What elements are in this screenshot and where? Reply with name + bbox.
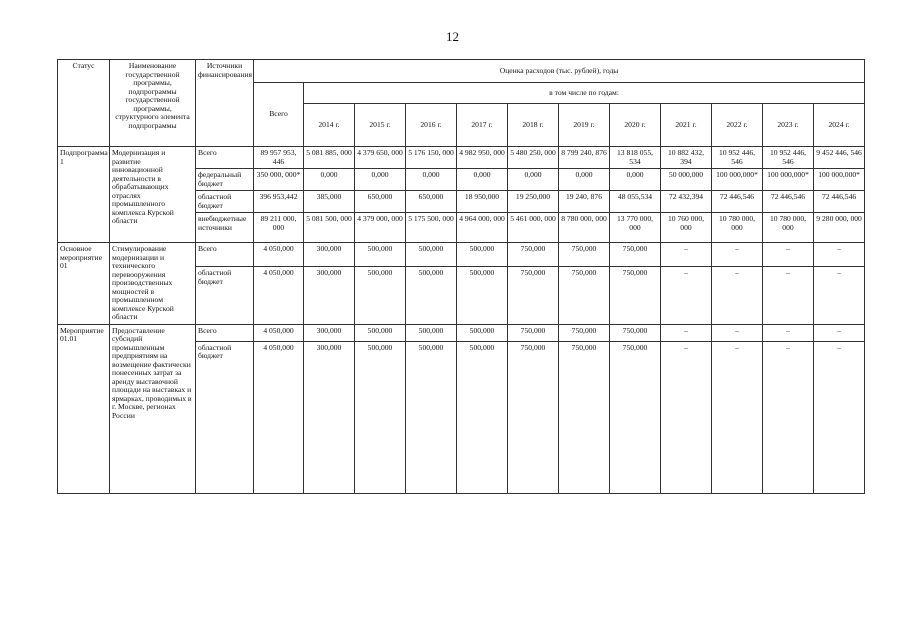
year-value-cell: – (814, 324, 865, 341)
total-cell: 89 957 953, 446 (254, 147, 304, 169)
year-value-cell: 385,000 (304, 191, 355, 213)
header-by-years: в том числе по годам: (304, 83, 865, 104)
year-value-cell: – (763, 324, 814, 341)
year-value-cell: 10 760 000, 000 (661, 213, 712, 243)
source-cell: Всего (196, 243, 254, 267)
year-value-cell: 650,000 (355, 191, 406, 213)
year-value-cell: 500,000 (406, 243, 457, 267)
year-value-cell: 500,000 (355, 243, 406, 267)
header-year: 2020 г. (610, 104, 661, 147)
year-value-cell: 100 000,000* (712, 169, 763, 191)
header-year: 2015 г. (355, 104, 406, 147)
year-value-cell: 4 379 650, 000 (355, 147, 406, 169)
source-cell: областной бюджет (196, 267, 254, 324)
year-value-cell: – (712, 324, 763, 341)
year-value-cell: 4 964 000, 000 (457, 213, 508, 243)
year-value-cell: – (661, 324, 712, 341)
year-value-cell: 300,000 (304, 324, 355, 341)
year-value-cell: 4 379 000, 000 (355, 213, 406, 243)
year-value-cell: – (712, 243, 763, 267)
header-year: 2019 г. (559, 104, 610, 147)
year-value-cell: 10 952 446, 546 (763, 147, 814, 169)
year-value-cell: 100 000,000* (814, 169, 865, 191)
year-value-cell: 10 882 432, 394 (661, 147, 712, 169)
source-cell: Всего (196, 147, 254, 169)
year-value-cell: 50 000,000 (661, 169, 712, 191)
source-cell: Всего (196, 324, 254, 341)
year-value-cell: 19 250,000 (508, 191, 559, 213)
year-value-cell: 0,000 (457, 169, 508, 191)
main-event-title: Стимулирование модернизации и технического перевооружения производственных мощностей в промышленном комплексе Курской области (110, 243, 196, 325)
total-cell: 4 050,000 (254, 243, 304, 267)
year-value-cell: 8 799 240, 876 (559, 147, 610, 169)
year-value-cell: 300,000 (304, 341, 355, 493)
header-year: 2022 г. (712, 104, 763, 147)
year-value-cell: 8 780 000, 000 (559, 213, 610, 243)
header-total: Всего (254, 83, 304, 147)
year-value-cell: 500,000 (355, 267, 406, 324)
total-cell: 4 050,000 (254, 267, 304, 324)
year-value-cell: – (712, 267, 763, 324)
year-value-cell: 750,000 (610, 267, 661, 324)
header-year: 2021 г. (661, 104, 712, 147)
year-value-cell: – (661, 267, 712, 324)
year-value-cell: 5 461 000, 000 (508, 213, 559, 243)
year-value-cell: 750,000 (508, 267, 559, 324)
header-year: 2016 г. (406, 104, 457, 147)
source-cell: областной бюджет (196, 341, 254, 493)
total-cell: 350 000, 000* (254, 169, 304, 191)
year-value-cell: – (814, 267, 865, 324)
year-value-cell: 0,000 (559, 169, 610, 191)
year-value-cell: 500,000 (406, 267, 457, 324)
main-event-status: Основное мероприятие 01 (58, 243, 110, 325)
event-status: Мероприятие 01.01 (58, 324, 110, 493)
year-value-cell: 750,000 (559, 243, 610, 267)
total-cell: 89 211 000, 000 (254, 213, 304, 243)
event-title: Предоставление субсидий промышленным предприятиям на возмещение фактически понесенных затрат за аренду выставочной площади на выставках и ярмарках, проводимых в г. Москве, регионах России (110, 324, 196, 493)
year-value-cell: 5 175 500, 000 (406, 213, 457, 243)
year-value-cell: 72 446,546 (712, 191, 763, 213)
year-value-cell: 5 081 885, 000 (304, 147, 355, 169)
subprogram-row (58, 147, 865, 169)
year-value-cell: 13 770 000, 000 (610, 213, 661, 243)
header-estimate: Оценка расходов (тыс. рублей), годы (254, 60, 865, 83)
year-value-cell: 500,000 (457, 324, 508, 341)
year-value-cell: 300,000 (304, 243, 355, 267)
year-value-cell: 650,000 (406, 191, 457, 213)
header-year: 2017 г. (457, 104, 508, 147)
header-year: 2018 г. (508, 104, 559, 147)
year-value-cell: 48 055,534 (610, 191, 661, 213)
year-value-cell: 500,000 (457, 267, 508, 324)
expense-table (57, 59, 865, 494)
total-cell: 4 050,000 (254, 341, 304, 493)
year-value-cell: 500,000 (457, 341, 508, 493)
year-value-cell: 72 446,546 (763, 191, 814, 213)
year-value-cell: 4 982 950, 000 (457, 147, 508, 169)
year-value-cell: 500,000 (355, 324, 406, 341)
year-value-cell: 0,000 (610, 169, 661, 191)
year-value-cell: 5 176 150, 000 (406, 147, 457, 169)
year-value-cell: 72 432,394 (661, 191, 712, 213)
event-row (58, 324, 865, 341)
year-value-cell: – (814, 243, 865, 267)
year-value-cell: 10 952 446, 546 (712, 147, 763, 169)
year-value-cell: 500,000 (406, 341, 457, 493)
year-value-cell: 0,000 (304, 169, 355, 191)
year-value-cell: 0,000 (355, 169, 406, 191)
year-value-cell: 0,000 (508, 169, 559, 191)
year-value-cell: 13 818 055, 534 (610, 147, 661, 169)
subprogram-title: Модернизация и развитие инновационной деятельности в обрабатывающих отраслях промышленного комплекса Курской области (110, 147, 196, 243)
year-value-cell: 72 446,546 (814, 191, 865, 213)
year-value-cell: 19 240, 876 (559, 191, 610, 213)
year-value-cell: 5 480 250, 000 (508, 147, 559, 169)
header-status: Статус (58, 60, 110, 147)
year-value-cell: 0,000 (406, 169, 457, 191)
subprogram-status: Подпрограмма 1 (58, 147, 110, 243)
year-value-cell: – (661, 341, 712, 493)
year-value-cell: 9 452 446, 546 (814, 147, 865, 169)
source-cell: внебюджетные источники (196, 213, 254, 243)
header-year: 2014 г. (304, 104, 355, 147)
year-value-cell: 5 081 500, 000 (304, 213, 355, 243)
header-year: 2024 г. (814, 104, 865, 147)
year-value-cell: 500,000 (457, 243, 508, 267)
year-value-cell: 300,000 (304, 267, 355, 324)
year-value-cell: 750,000 (610, 324, 661, 341)
header-name: Наименование государственной программы, подпрограммы государственной программы, структурного элемента подпрограммы (110, 60, 196, 147)
year-value-cell: – (712, 341, 763, 493)
year-value-cell: 750,000 (559, 341, 610, 493)
year-value-cell: 750,000 (559, 324, 610, 341)
header-sources: Источники финансирования (196, 60, 254, 147)
year-value-cell: 10 780 000, 000 (763, 213, 814, 243)
year-value-cell: 500,000 (355, 341, 406, 493)
year-value-cell: 750,000 (508, 341, 559, 493)
year-value-cell: 18 950,000 (457, 191, 508, 213)
source-cell: федеральный бюджет (196, 169, 254, 191)
year-value-cell: 750,000 (508, 324, 559, 341)
total-cell: 4 050,000 (254, 324, 304, 341)
year-value-cell: 750,000 (610, 341, 661, 493)
total-cell: 396 953,442 (254, 191, 304, 213)
year-value-cell: 500,000 (406, 324, 457, 341)
page-number: 12 (446, 29, 459, 44)
year-value-cell: 750,000 (559, 267, 610, 324)
year-value-cell: 10 780 000, 000 (712, 213, 763, 243)
year-value-cell: – (763, 267, 814, 324)
year-value-cell: 9 280 000, 000 (814, 213, 865, 243)
year-value-cell: 750,000 (610, 243, 661, 267)
source-cell: областной бюджет (196, 191, 254, 213)
year-value-cell: – (814, 341, 865, 493)
year-value-cell: – (661, 243, 712, 267)
year-value-cell: – (763, 341, 814, 493)
header-year: 2023 г. (763, 104, 814, 147)
main-event-row (58, 243, 865, 267)
year-value-cell: 750,000 (508, 243, 559, 267)
year-value-cell: 100 000,000* (763, 169, 814, 191)
year-value-cell: – (763, 243, 814, 267)
